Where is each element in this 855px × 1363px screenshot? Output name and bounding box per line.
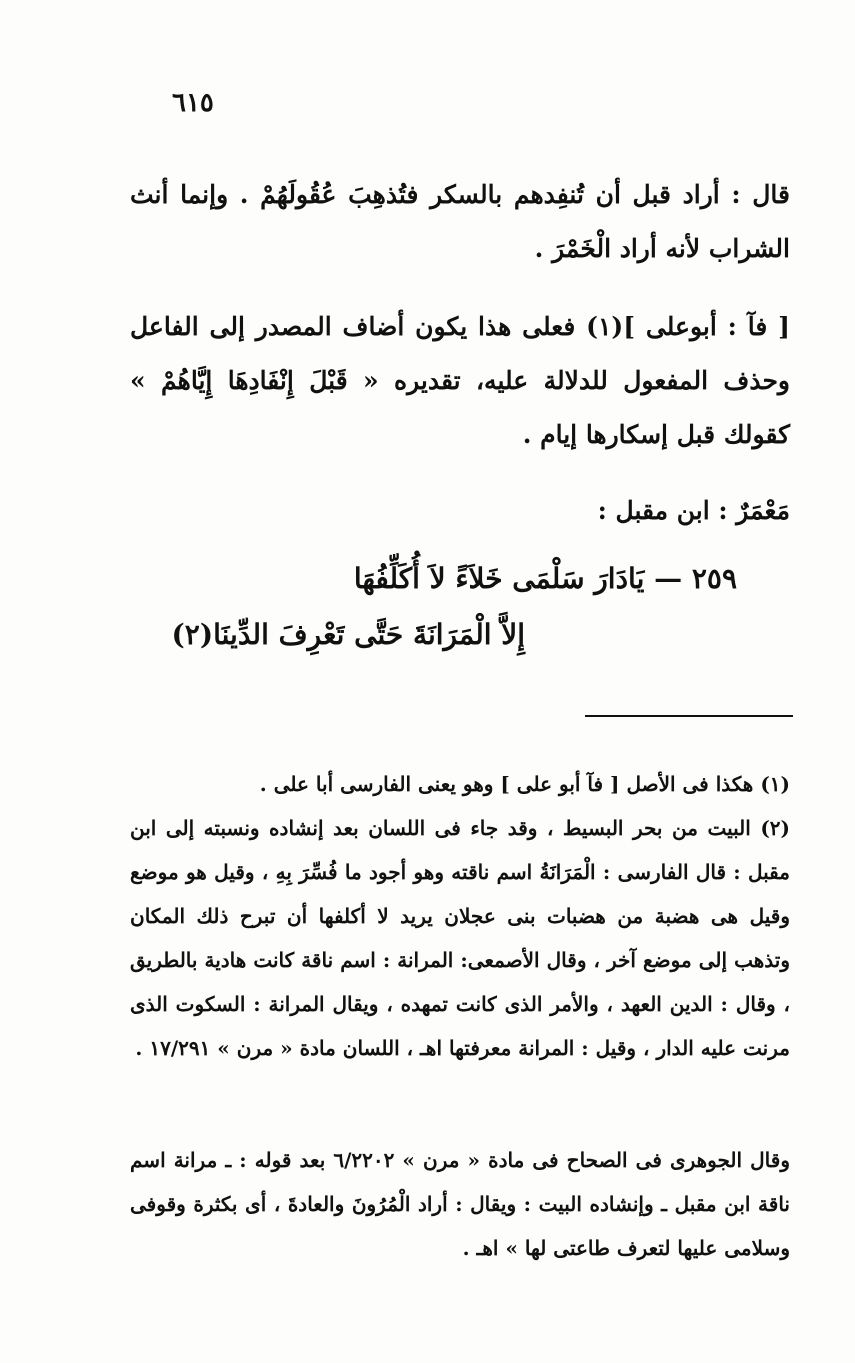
body-paragraph-3: مَعْمَرٌ : ابن مقبل :	[597, 496, 790, 525]
body-paragraph-2: [ فآ : أبوعلى ](١) فعلى هذا يكون أضاف المصدر إلى الفاعل وحذف المفعول للدلالة عليه، تقديره « قَبْلَ إِنْفَادِهَا إِيَّاهُمْ » كقولك قبل إسكارها إيام .	[130, 312, 790, 449]
verse-line-1: ٢٥٩ — يَادَارَ سَلْمَى خَلاَءً لاَ أُكَلِّفُهَا	[353, 562, 737, 595]
page-number: ٦١٥	[172, 88, 214, 118]
verse-line-2: إِلاَّ الْمَرَانَةَ حَتَّى تَعْرِفَ الدِّينَا(٢)	[171, 618, 525, 651]
body-paragraph-1: قال : أراد قبل أن تُنفِدهم بالسكر فتُذهِبَ عُقُولَهُمْ . وإنما أنث الشراب لأنه أراد الْخَمْرَ .	[130, 180, 790, 263]
footnote-continuation: وقال الجوهرى فى الصحاح فى مادة « مرن » ٦/٢٢٠٢ بعد قوله : ـ مرانة اسم ناقة ابن مقبل ـ وإنشاده البيت : ويقال : أراد الْمُرُونَ والعادةَ ، أى بكثرة وقوفى وسلامى عليها لتعرف طاعتى لها » اهـ .	[130, 1148, 790, 1260]
footnote-2: (٢) البيت من بحر البسيط ، وقد جاء فى اللسان بعد إنشاده ونسبته إلى ابن مقبل : قال الفارسى : الْمَرَانَةُ اسم ناقته وهو أجود ما فُسِّرَ بِهِ ، وقيل هو موضع وقيل هى هضبة من هضبات بنى عجلان يريد لا أكلفها أن تبرح ذلك المكان وتذهب إلى موضع آخر ، وقال الأصمعى: المرانة : اسم ناقة كانت هادية بالطريق ، وقال : الدين العهد ، والأمر الذى كانت تمهده ، ويقال المرانة : السكوت الذى مرنت عليه الدار ، وقيل : المرانة معرفتها اهـ ، اللسان مادة « مرن » ١٧/٢٩١ .	[130, 816, 790, 1060]
footnote-separator	[585, 715, 793, 717]
footnote-1: (١) هكذا فى الأصل [ فآ أبو على ] وهو يعنى الفارسى أبا على .	[259, 772, 790, 796]
